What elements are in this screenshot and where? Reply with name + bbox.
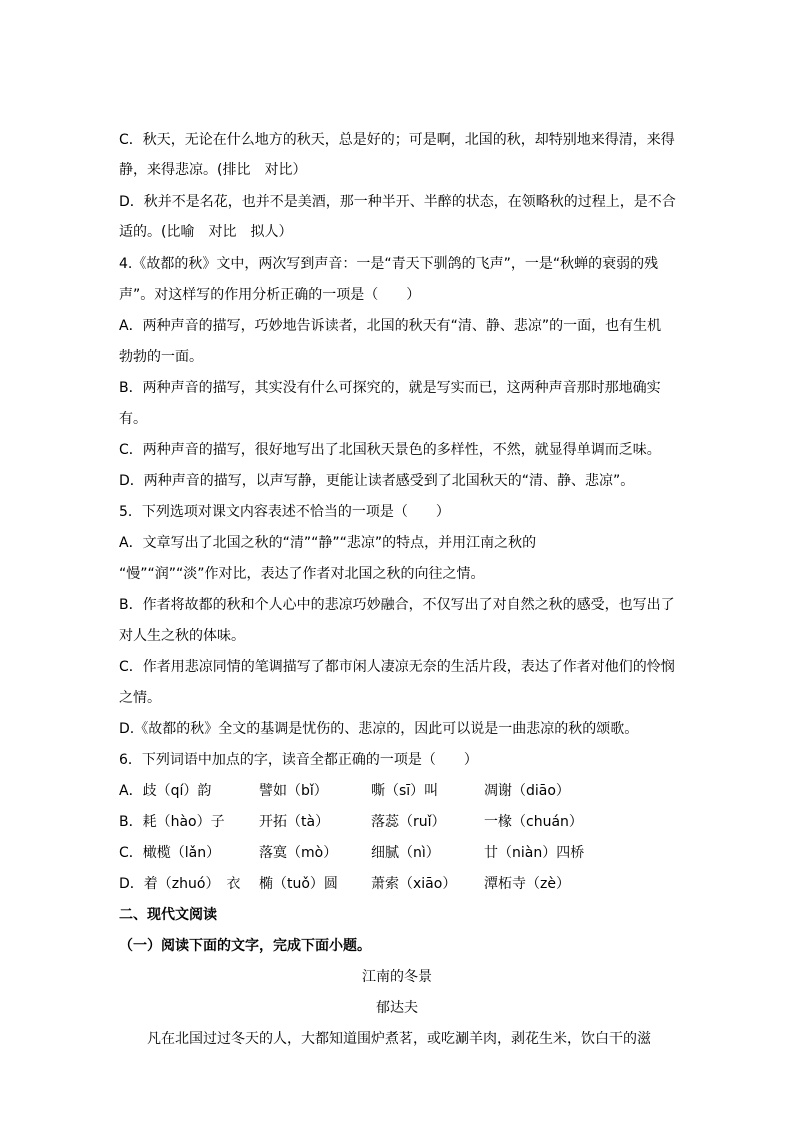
text-line: 声”。对这样写的作用分析正确的一项是（ ） — [119, 287, 421, 303]
text-line: D.《故都的秋》全文的基调是忧伤的、悲凉的，因此可以说是一曲悲凉的秋的颂歌。 — [119, 721, 639, 737]
option-a-1: A．歧（qí）韵 — [119, 783, 212, 799]
text-line: B．两种声音的描写，其实没有什么可探究的，就是写实而已，这两种声音那时那地确实 — [119, 380, 661, 396]
article-title: 江南的冬景 — [362, 969, 432, 985]
question-5-stem: 5．下列选项对课文内容表述不恰当的一项是（ ） — [119, 504, 450, 520]
text-line: B．作者将故都的秋和个人心中的悲凉巧妙融合，不仅写出了对自然之秋的感受，也写出了 — [119, 597, 675, 613]
option-c-2: 落寞（mò） — [259, 845, 338, 861]
text-line: 之情。 — [119, 690, 161, 706]
option-a-3: 嘶（sī）叫 — [371, 783, 439, 799]
question-6-stem: 6．下列词语中加点的字，读音全都正确的一项是（ ） — [119, 752, 478, 768]
article-author: 郁达夫 — [376, 1000, 418, 1016]
option-b-4: 一椽（chuán） — [484, 814, 583, 830]
option-d-2: 椭（tuǒ）圆 — [259, 876, 338, 892]
question-4-stem: 4.《故都的秋》文中，两次写到声音：一是“青天下驯鸽的飞声”，一是“秋蝉的衰弱的残 — [119, 256, 659, 272]
option-b-1: B．耗（hào）子 — [119, 814, 225, 830]
text-line: 适的。(比喻 对比 拟人） — [119, 224, 293, 240]
option-a-4: 凋谢（diāo） — [484, 783, 570, 799]
option-d-4: 潭柘寺（zè） — [484, 876, 570, 892]
option-b-3: 落蕊（ruǐ） — [371, 814, 446, 830]
option-c-1: C．橄榄（lǎn） — [119, 845, 221, 861]
text-line: D．秋并不是名花，也并不是美酒，那一种半开、半醉的状态，在领略秋的过程上，是不合 — [119, 194, 676, 210]
article-first-line: 凡在北国过过冬天的人，大都知道围炉煮茗，或吃涮羊肉，剥花生米，饮白干的滋 — [147, 1031, 651, 1047]
subsection-title: （一）阅读下面的文字，完成下面小题。 — [119, 938, 371, 954]
text-line: 勃勃的一面。 — [119, 349, 203, 365]
option-c-4: 廿（niàn）四桥 — [484, 845, 585, 861]
text-line: 有。 — [119, 411, 147, 427]
text-line: 静，来得悲凉。(排比 对比） — [119, 162, 307, 178]
option-d-3: 萧索（xiāo） — [371, 876, 457, 892]
option-c-3: 细腻（nì） — [371, 845, 440, 861]
section-title: 二、现代文阅读 — [119, 907, 217, 923]
text-line: C．作者用悲凉同情的笔调描写了都市闲人凄凉无奈的生活片段，表达了作者对他们的怜悯 — [119, 659, 675, 675]
text-line: A．文章写出了北国之秋的“清”“静”“悲凉”的特点，并用江南之秋的 — [119, 535, 537, 551]
text-line: C．两种声音的描写，很好地写出了北国秋天景色的多样性，不然，就显得单调而乏味。 — [119, 442, 661, 458]
text-line: D．两种声音的描写，以声写静，更能让读者感受到了北国秋天的“清、静、悲凉”。 — [119, 473, 635, 489]
option-a-2: 譬如（bǐ） — [259, 783, 328, 799]
text-line: A．两种声音的描写，巧妙地告诉读者，北国的秋天有“清、静、悲凉”的一面，也有生机 — [119, 318, 662, 334]
text-line: “慢”“润”“淡”作对比，表达了作者对北国之秋的向往之情。 — [119, 566, 485, 582]
option-d-1: D．着（zhuó） 衣 — [119, 876, 241, 892]
text-line: 对人生之秋的体味。 — [119, 628, 245, 644]
option-b-2: 开拓（tà） — [259, 814, 330, 830]
text-line: C．秋天，无论在什么地方的秋天，总是好的；可是啊，北国的秋，却特别地来得清，来得 — [119, 132, 675, 148]
